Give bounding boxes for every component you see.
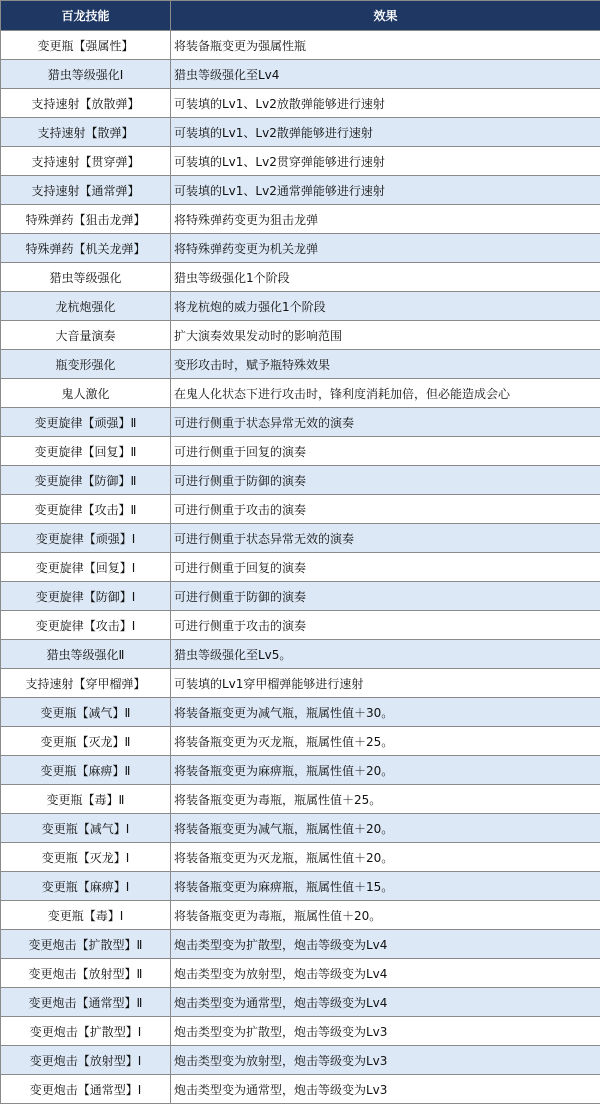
skill-name-cell: 支持速射【贯穿弹】 [1, 147, 171, 176]
effect-cell: 将装备瓶变更为毒瓶，瓶属性值＋25。 [171, 785, 600, 814]
table-row [1, 611, 600, 640]
table-body [1, 31, 600, 1104]
skill-name-cell: 变更旋律【回复】Ⅱ [1, 437, 171, 466]
skill-name-cell: 支持速射【通常弹】 [1, 176, 171, 205]
effect-cell: 将装备瓶变更为麻痹瓶，瓶属性值＋15。 [171, 872, 600, 901]
skill-name-cell: 变更瓶【毒】Ⅰ [1, 901, 171, 930]
skill-name-cell: 大音量演奏 [1, 321, 171, 350]
skill-name-cell: 变更瓶【灭龙】Ⅱ [1, 727, 171, 756]
table-row [1, 959, 600, 988]
table-row [1, 31, 600, 60]
effect-cell: 可进行侧重于防御的演奏 [171, 466, 600, 495]
skill-name-cell: 猎虫等级强化Ⅰ [1, 60, 171, 89]
table-row [1, 1075, 600, 1104]
table-row [1, 437, 600, 466]
effect-cell: 将龙杭炮的威力强化1个阶段 [171, 292, 600, 321]
table-row [1, 988, 600, 1017]
table-row [1, 582, 600, 611]
effect-cell: 可进行侧重于回复的演奏 [171, 553, 600, 582]
effect-cell: 将装备瓶变更为毒瓶，瓶属性值＋20。 [171, 901, 600, 930]
skill-name-cell: 猎虫等级强化 [1, 263, 171, 292]
table-row [1, 843, 600, 872]
skill-name-cell: 变更旋律【防御】Ⅰ [1, 582, 171, 611]
skill-name-cell: 变更瓶【强属性】 [1, 31, 171, 60]
table-row [1, 727, 600, 756]
skill-name-cell: 变更瓶【毒】Ⅱ [1, 785, 171, 814]
table-row [1, 524, 600, 553]
effect-cell: 将装备瓶变更为减气瓶，瓶属性值＋30。 [171, 698, 600, 727]
skill-name-cell: 变更炮击【扩散型】Ⅰ [1, 1017, 171, 1046]
skill-name-cell: 变更炮击【通常型】Ⅱ [1, 988, 171, 1017]
effect-cell: 猎虫等级强化1个阶段 [171, 263, 600, 292]
table-row [1, 350, 600, 379]
effect-cell: 将装备瓶变更为减气瓶，瓶属性值＋20。 [171, 814, 600, 843]
skill-name-cell: 变更炮击【放射型】Ⅰ [1, 1046, 171, 1075]
effect-cell: 可进行侧重于防御的演奏 [171, 582, 600, 611]
skill-name-cell: 变更旋律【攻击】Ⅰ [1, 611, 171, 640]
effect-cell: 将装备瓶变更为灭龙瓶，瓶属性值＋20。 [171, 843, 600, 872]
table-row [1, 901, 600, 930]
effect-cell: 炮击类型变为通常型，炮击等级变为Lv4 [171, 988, 600, 1017]
table-row [1, 930, 600, 959]
skill-name-cell: 变更旋律【回复】Ⅰ [1, 553, 171, 582]
effect-cell: 可进行侧重于回复的演奏 [171, 437, 600, 466]
table-row [1, 408, 600, 437]
table-row [1, 263, 600, 292]
effect-cell: 炮击类型变为放射型，炮击等级变为Lv4 [171, 959, 600, 988]
skill-name-cell: 支持速射【穿甲榴弹】 [1, 669, 171, 698]
skill-name-cell: 变更瓶【灭龙】Ⅰ [1, 843, 171, 872]
table-row [1, 814, 600, 843]
effect-cell: 可进行侧重于状态异常无效的演奏 [171, 524, 600, 553]
effect-cell: 炮击类型变为扩散型，炮击等级变为Lv4 [171, 930, 600, 959]
table-row [1, 756, 600, 785]
table-row [1, 640, 600, 669]
table-row [1, 785, 600, 814]
table-row [1, 89, 600, 118]
table-row [1, 495, 600, 524]
effect-cell: 可装填的Lv1、Lv2通常弹能够进行速射 [171, 176, 600, 205]
table-row [1, 292, 600, 321]
skill-name-cell: 瓶变形强化 [1, 350, 171, 379]
effect-cell: 将特殊弹药变更为狙击龙弹 [171, 205, 600, 234]
table-row [1, 176, 600, 205]
skill-name-cell: 支持速射【散弹】 [1, 118, 171, 147]
table-row [1, 669, 600, 698]
skill-name-cell: 变更炮击【通常型】Ⅰ [1, 1075, 171, 1104]
effect-cell: 猎虫等级强化至Lv4 [171, 60, 600, 89]
effect-cell: 可进行侧重于攻击的演奏 [171, 611, 600, 640]
effect-cell: 将装备瓶变更为麻痹瓶，瓶属性值＋20。 [171, 756, 600, 785]
effect-cell: 可进行侧重于状态异常无效的演奏 [171, 408, 600, 437]
table-row [1, 379, 600, 408]
effect-cell: 将特殊弹药变更为机关龙弹 [171, 234, 600, 263]
table-row [1, 1046, 600, 1075]
effect-cell: 可装填的Lv1、Lv2散弹能够进行速射 [171, 118, 600, 147]
skill-name-cell: 变更瓶【减气】Ⅱ [1, 698, 171, 727]
table-row [1, 118, 600, 147]
effect-cell: 可装填的Lv1、Lv2贯穿弹能够进行速射 [171, 147, 600, 176]
effect-cell: 变形攻击时，赋予瓶特殊效果 [171, 350, 600, 379]
effect-cell: 将装备瓶变更为灭龙瓶，瓶属性值＋25。 [171, 727, 600, 756]
skill-name-cell: 鬼人激化 [1, 379, 171, 408]
table-row [1, 698, 600, 727]
skill-name-cell: 变更炮击【放射型】Ⅱ [1, 959, 171, 988]
table-row [1, 553, 600, 582]
effect-cell: 可进行侧重于攻击的演奏 [171, 495, 600, 524]
table-row [1, 466, 600, 495]
effect-cell: 扩大演奏效果发动时的影响范围 [171, 321, 600, 350]
effect-cell: 炮击类型变为扩散型，炮击等级变为Lv3 [171, 1017, 600, 1046]
table-row [1, 60, 600, 89]
effect-cell: 可装填的Lv1穿甲榴弹能够进行速射 [171, 669, 600, 698]
skill-name-cell: 变更瓶【减气】Ⅰ [1, 814, 171, 843]
skill-name-cell: 变更瓶【麻痹】Ⅱ [1, 756, 171, 785]
skill-name-cell: 特殊弹药【狙击龙弹】 [1, 205, 171, 234]
effect-cell: 猎虫等级强化至Lv5。 [171, 640, 600, 669]
skill-name-cell: 变更旋律【顽强】Ⅰ [1, 524, 171, 553]
effect-cell: 在鬼人化状态下进行攻击时，锋利度消耗加倍，但必能造成会心 [171, 379, 600, 408]
table-row [1, 205, 600, 234]
skill-name-cell: 变更瓶【麻痹】Ⅰ [1, 872, 171, 901]
effect-cell: 炮击类型变为放射型，炮击等级变为Lv3 [171, 1046, 600, 1075]
header-skill: 百龙技能 [1, 1, 171, 31]
table-row [1, 872, 600, 901]
effect-cell: 可装填的Lv1、Lv2放散弹能够进行速射 [171, 89, 600, 118]
effect-cell: 炮击类型变为通常型，炮击等级变为Lv3 [171, 1075, 600, 1104]
skill-name-cell: 龙杭炮强化 [1, 292, 171, 321]
table-row [1, 234, 600, 263]
skill-name-cell: 猎虫等级强化Ⅱ [1, 640, 171, 669]
skill-name-cell: 支持速射【放散弹】 [1, 89, 171, 118]
skill-name-cell: 变更旋律【攻击】Ⅱ [1, 495, 171, 524]
table-header [1, 1, 600, 31]
header-effect: 效果 [171, 1, 600, 31]
skill-name-cell: 变更炮击【扩散型】Ⅱ [1, 930, 171, 959]
skill-name-cell: 变更旋律【顽强】Ⅱ [1, 408, 171, 437]
effect-cell: 将装备瓶变更为强属性瓶 [171, 31, 600, 60]
skill-name-cell: 变更旋律【防御】Ⅱ [1, 466, 171, 495]
table-row [1, 147, 600, 176]
table-row [1, 321, 600, 350]
table-row [1, 1017, 600, 1046]
skill-name-cell: 特殊弹药【机关龙弹】 [1, 234, 171, 263]
